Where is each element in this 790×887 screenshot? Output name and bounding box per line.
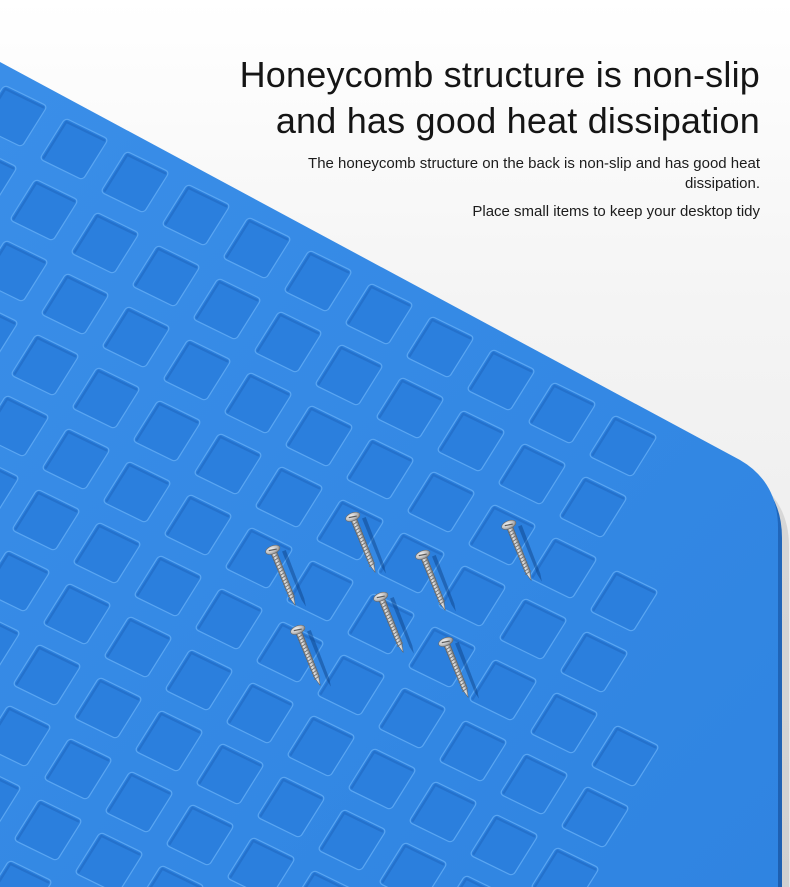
headline [160, 52, 760, 144]
headline-line-1: Honeycomb structure is non-slip [239, 54, 760, 95]
tagline-text: Place small items to keep your desktop tidy [472, 203, 760, 220]
headline-line-2: and has good heat dissipation [275, 100, 760, 141]
description-text: The honeycomb structure on the back is non-slip and has good heat dissipation. [308, 155, 760, 192]
